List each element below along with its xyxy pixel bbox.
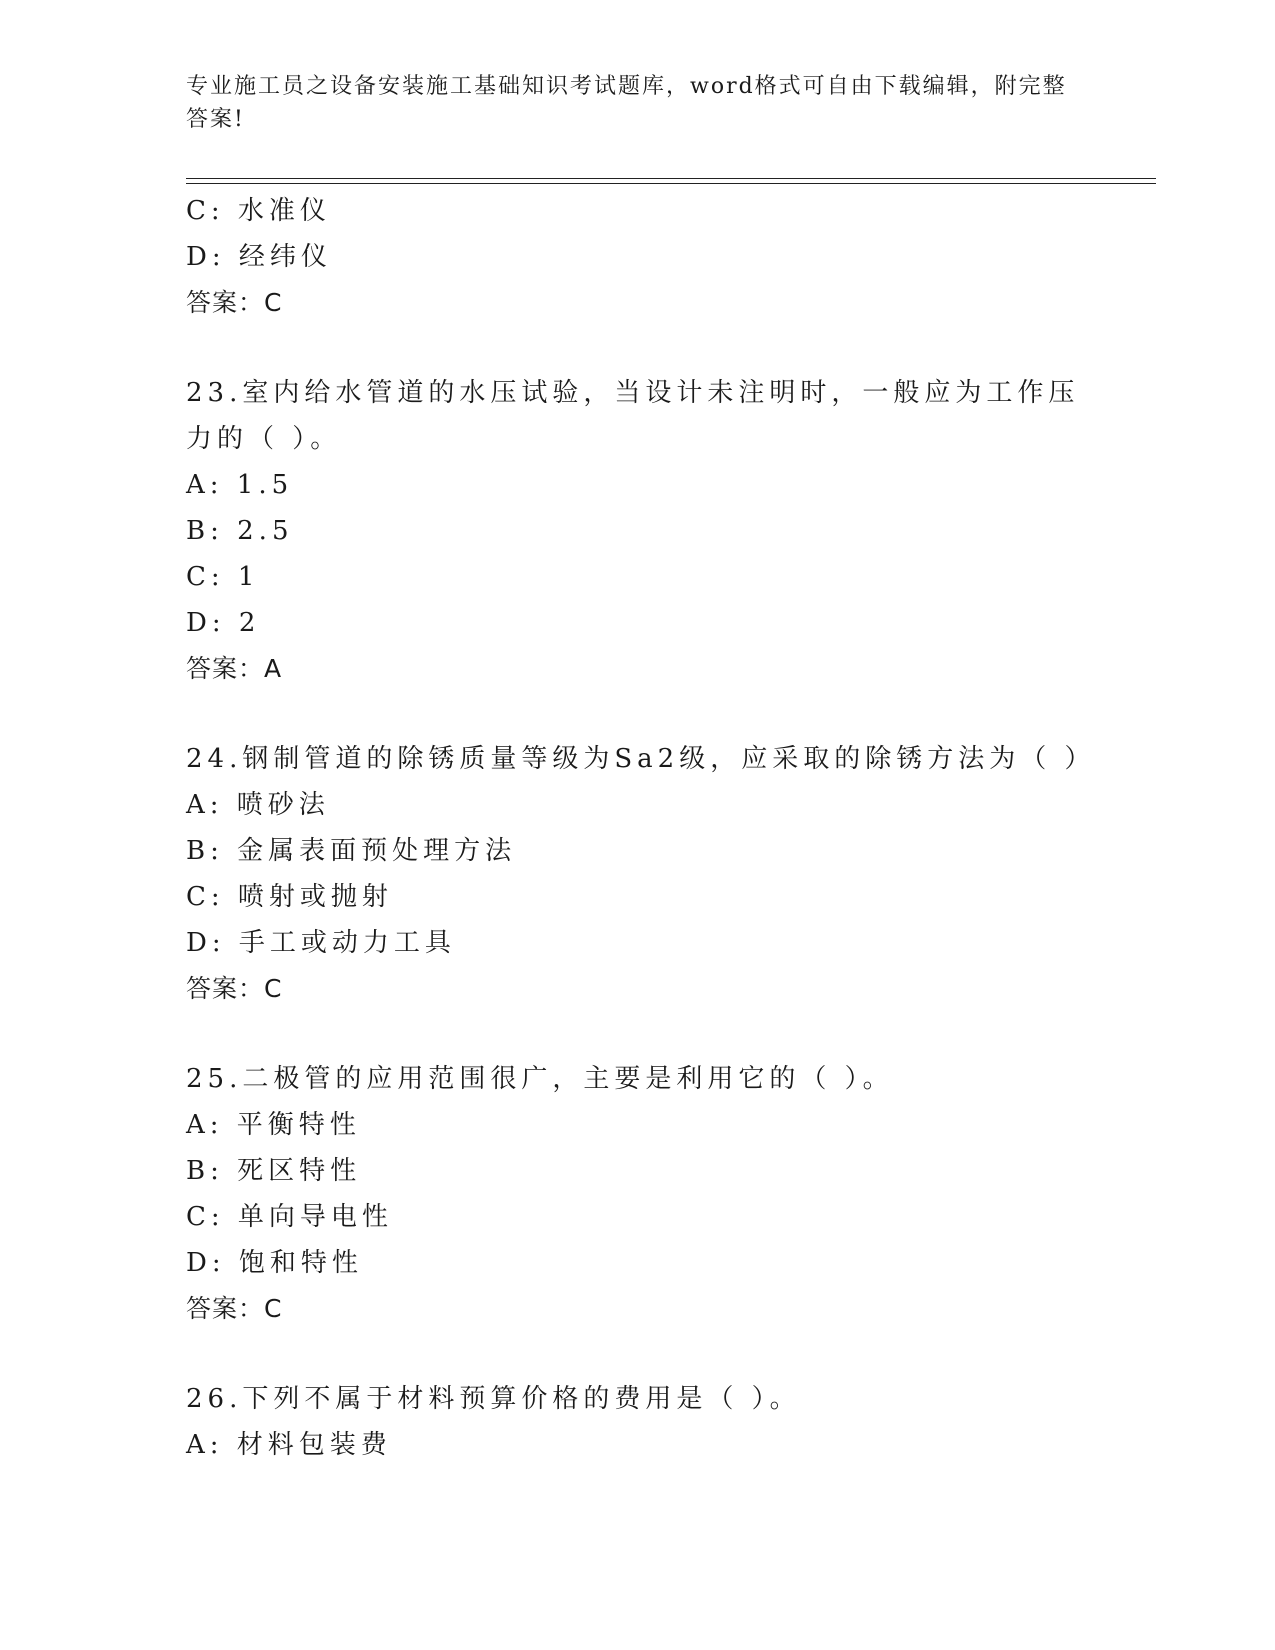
header-divider-top: [186, 178, 1156, 179]
option-c: C: 1: [186, 562, 260, 592]
header-title: 专业施工员之设备安装施工基础知识考试题库，word格式可自由下载编辑，附完整答案!: [186, 74, 1067, 132]
answer-line: 答案：C: [186, 974, 283, 1003]
question-stem: 26.下列不属于材料预算价格的费用是（ ）。: [186, 1384, 801, 1414]
answer-line: 答案：A: [186, 654, 283, 683]
question-list: [186, 188, 1096, 1468]
question-stem: 24.钢制管道的除锈质量等级为Sa2级，应采取的除锈方法为（ ）: [186, 744, 1096, 774]
option-a: A: 1.5: [186, 470, 294, 500]
option-a: A: 喷砂法: [186, 790, 330, 820]
option-d: D: 2: [186, 608, 261, 638]
question-26: [186, 1376, 1086, 1468]
option-c: C: 喷射或抛射: [186, 882, 393, 912]
question-23: [186, 370, 1086, 692]
document-header: [186, 70, 1086, 136]
option-b: B: 2.5: [186, 516, 294, 546]
question-24: [186, 736, 1096, 1012]
option-c: C: 单向导电性: [186, 1202, 393, 1232]
answer-line: 答案：C: [186, 1294, 283, 1323]
header-divider-bottom: [186, 183, 1156, 184]
option-d: D: 经纬仪: [186, 242, 332, 272]
option-a: A: 平衡特性: [186, 1110, 361, 1140]
option-d: D: 手工或动力工具: [186, 928, 456, 958]
previous-question-tail: [186, 188, 1086, 326]
option-a: A: 材料包装费: [186, 1430, 392, 1460]
option-c: C: 水准仪: [186, 196, 331, 226]
question-25: [186, 1056, 1086, 1332]
option-b: B: 死区特性: [186, 1156, 362, 1186]
option-d: D: 饱和特性: [186, 1248, 363, 1278]
option-b: B: 金属表面预处理方法: [186, 836, 517, 866]
question-stem: 25.二极管的应用范围很广，主要是利用它的（ ）。: [186, 1064, 894, 1094]
answer-line: 答案：C: [186, 288, 283, 317]
question-stem: 23.室内给水管道的水压试验，当设计未注明时，一般应为工作压力的（ ）。: [186, 378, 1080, 454]
